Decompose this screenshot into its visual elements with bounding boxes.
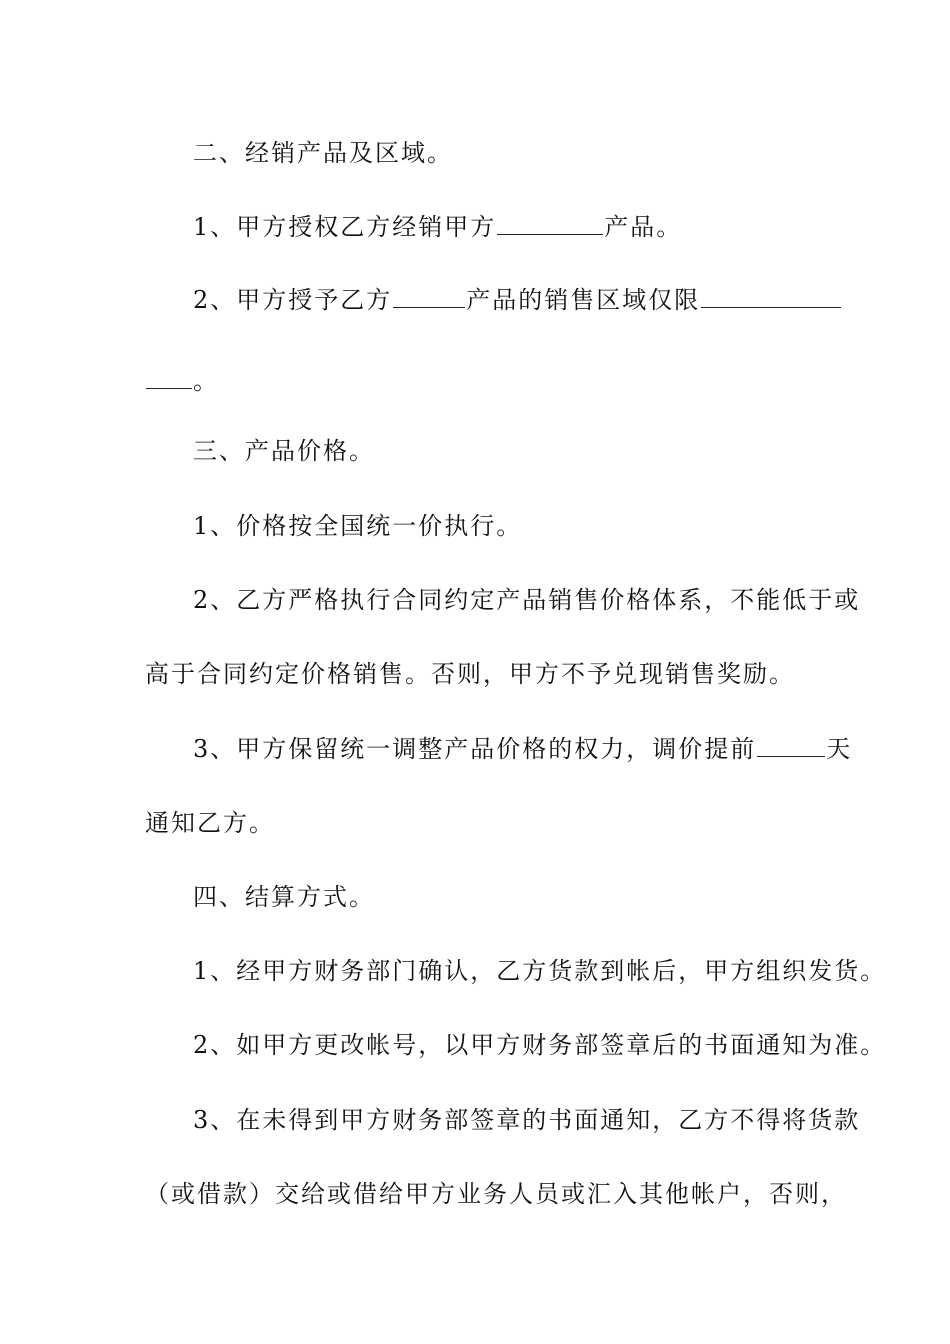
line-text: 三、产品价格。 xyxy=(193,437,375,465)
section-heading-3 xyxy=(193,431,873,471)
clause-3-2-cont xyxy=(145,654,825,694)
fill-blank xyxy=(497,208,603,235)
fill-blank xyxy=(393,281,465,308)
fill-blank xyxy=(757,730,825,757)
clause-4-3 xyxy=(193,1100,873,1140)
line-text: 产品。 xyxy=(604,213,683,241)
line-text: 3、甲方保留统一调整产品价格的权力，调价提前 xyxy=(193,735,757,763)
fill-blank xyxy=(701,281,841,308)
fill-blank xyxy=(146,362,192,389)
clause-3-3 xyxy=(193,729,873,769)
line-text: 2、乙方严格执行合同约定产品销售价格体系，不能低于或 xyxy=(193,586,861,614)
line-text: 2、甲方授予乙方 xyxy=(193,286,393,314)
line-text: 二、经销产品及区域。 xyxy=(193,139,453,167)
line-text: 1、价格按全国统一价执行。 xyxy=(193,512,523,540)
line-text: 1、甲方授权乙方经销甲方 xyxy=(193,213,497,241)
clause-4-1 xyxy=(193,951,887,991)
clause-3-1 xyxy=(193,506,873,546)
clause-2-2 xyxy=(193,280,873,320)
clause-2-2-cont xyxy=(145,361,825,401)
line-text: 1、经甲方财务部门确认，乙方货款到帐后，甲方组织发货。 xyxy=(193,957,887,985)
section-heading-4 xyxy=(193,877,873,917)
line-text: （或借款）交给或借给甲方业务人员或汇入其他帐户，否则， xyxy=(145,1180,847,1208)
line-text: 高于合同约定价格销售。否则，甲方不予兑现销售奖励。 xyxy=(145,660,795,688)
line-text: 产品的销售区域仅限 xyxy=(466,286,701,314)
line-text: 通知乙方。 xyxy=(145,809,275,837)
section-heading-2 xyxy=(193,133,873,173)
line-text: 天 xyxy=(826,735,853,763)
line-text: 。 xyxy=(193,367,219,395)
line-text: 2、如甲方更改帐号，以甲方财务部签章后的书面通知为准。 xyxy=(193,1031,887,1059)
line-text: 四、结算方式。 xyxy=(193,883,375,911)
clause-3-3-cont xyxy=(145,803,825,843)
line-text: 3、在未得到甲方财务部签章的书面通知，乙方不得将货款 xyxy=(193,1106,861,1134)
clause-2-1 xyxy=(193,207,873,247)
clause-4-3-cont xyxy=(145,1174,847,1214)
clause-4-2 xyxy=(193,1025,887,1065)
clause-3-2 xyxy=(193,580,873,620)
